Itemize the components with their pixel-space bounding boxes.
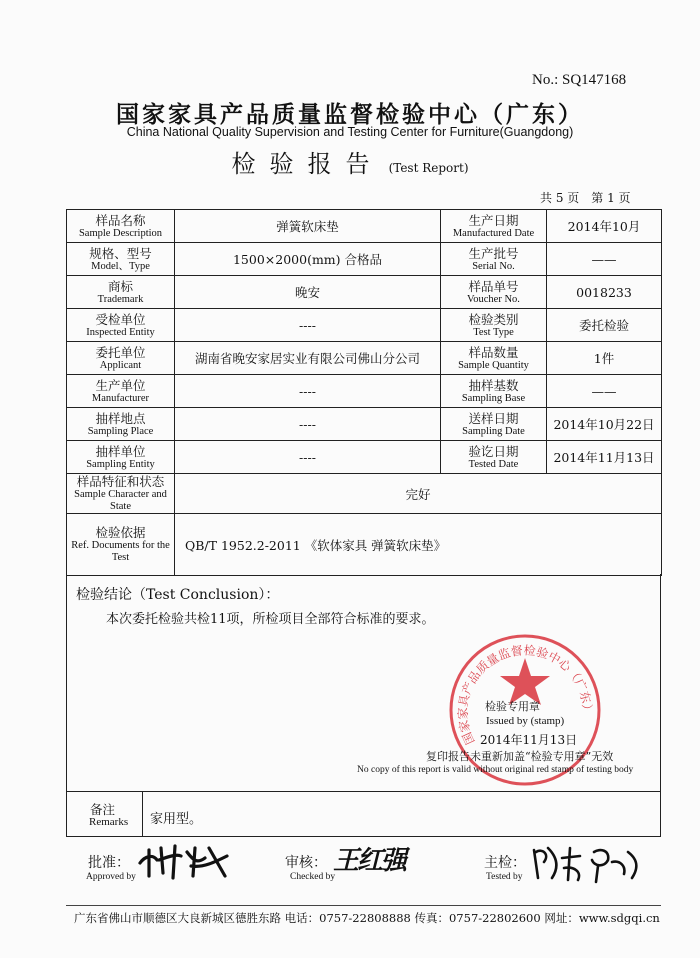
field-label	[67, 375, 175, 408]
field-value: 委托检验	[547, 309, 662, 342]
sample-state-label-en: Sample Character and State	[74, 489, 167, 512]
field-label-cn: 送样日期	[468, 410, 519, 426]
page-count: 共 5 页 第 1 页	[540, 191, 631, 205]
field-label	[441, 243, 547, 276]
field-value: 2014年11月13日	[547, 441, 662, 474]
field-label-en: Voucher No.	[467, 293, 520, 305]
field-value: ——	[547, 243, 662, 276]
report-title	[0, 144, 700, 179]
info-row	[67, 375, 662, 408]
stamp-issued: Issued by (stamp)	[486, 715, 565, 727]
field-label-cn: 抽样基数	[468, 377, 519, 393]
report-title-cn: 检验报告	[231, 150, 384, 178]
report-title-en: (Test Report)	[388, 161, 469, 175]
sample-state-value: 完好	[175, 474, 662, 514]
info-row	[67, 342, 662, 375]
field-label	[441, 408, 547, 441]
sample-state-label	[67, 474, 175, 514]
conclusion-text: 本次委托检验共检11项，所检项目全部符合标准的要求。	[106, 612, 435, 627]
field-label	[441, 210, 547, 243]
field-value: 1件	[547, 342, 662, 375]
field-label	[441, 342, 547, 375]
remarks-value: 家用型。	[150, 812, 203, 827]
field-value: 晚安	[175, 276, 441, 309]
field-label-cn: 样品名称	[95, 212, 146, 228]
info-rows	[67, 210, 662, 474]
footer-address: 广东省佛山市顺德区大良新城区德胜东路 电话：0757-22808888 传真：0757-22802600 网址：www.sdgqi.cn	[74, 911, 660, 925]
tested-label-en: Tested by	[486, 872, 523, 882]
field-label-en: Sampling Date	[462, 425, 525, 437]
field-label-cn: 规格、型号	[89, 245, 152, 261]
field-label-en: Model、Type	[91, 260, 150, 272]
field-label	[441, 276, 547, 309]
field-label-cn: 生产批号	[468, 245, 519, 261]
field-label	[67, 441, 175, 474]
copy-notice-cn: 复印报告未重新加盖“检验专用章”无效	[426, 750, 614, 763]
footer-divider	[66, 905, 661, 906]
remarks-label-cn: 备注	[90, 802, 116, 817]
checked-label-cn: 审核：	[285, 855, 327, 871]
field-label	[67, 276, 175, 309]
field-value: ——	[547, 375, 662, 408]
checked-signature: 王红强	[333, 846, 406, 876]
info-row	[67, 309, 662, 342]
field-label-en: Manufacturer	[91, 392, 150, 404]
field-value: 0018233	[547, 276, 662, 309]
field-label-cn: 样品数量	[468, 344, 519, 360]
info-row	[67, 276, 662, 309]
org-name-en: China National Quality Supervision and Testing Center for Furniture(Guangdong)	[126, 125, 574, 139]
field-label-cn: 抽样单位	[95, 443, 146, 459]
field-label-cn: 生产日期	[468, 212, 519, 228]
field-label-cn: 抽样地点	[95, 410, 146, 426]
field-label-en: Sampling Place	[87, 425, 154, 437]
field-value: 2014年10月22日	[547, 408, 662, 441]
field-value: 2014年10月	[547, 210, 662, 243]
seal-ring-text: 国家家具产品质量监督检验中心（广东）	[455, 643, 595, 747]
remarks-label-en: Remarks	[89, 816, 129, 828]
field-label	[441, 441, 547, 474]
field-label-en: Trademark	[97, 293, 144, 305]
field-label-en: Sampling Entity	[86, 458, 155, 470]
field-label-en: Tested Date	[468, 458, 519, 470]
field-label-cn: 检验类别	[468, 311, 519, 327]
remarks-divider	[142, 792, 143, 836]
field-label-en: Applicant	[99, 359, 142, 371]
field-label	[67, 309, 175, 342]
ref-docs-value: QB/T 1952.2-2011 《软体家具 弹簧软床垫》	[175, 514, 662, 576]
field-label-en: Sample Description	[78, 227, 163, 239]
field-label-cn: 样品单号	[468, 278, 519, 294]
info-table	[66, 209, 662, 576]
report-number: No.: SQ147168	[532, 72, 627, 88]
field-value: ----	[175, 375, 441, 408]
checked-label-en: Checked by	[290, 872, 336, 882]
field-label-en: Sampling Base	[461, 392, 526, 404]
copy-notice-en: No copy of this report is valid without original red stamp of testing body	[357, 765, 634, 775]
field-label	[67, 243, 175, 276]
field-label	[67, 210, 175, 243]
ref-docs-label-en: Ref. Documents for the Test	[71, 540, 170, 563]
conclusion-title: 检验结论（Test Conclusion）：	[76, 587, 280, 603]
field-value: ----	[175, 408, 441, 441]
ref-docs-row	[67, 514, 662, 576]
stamp-date: 2014年11月13日	[480, 733, 578, 747]
field-label	[67, 408, 175, 441]
approved-label-en: Approved by	[86, 872, 136, 882]
field-label	[67, 342, 175, 375]
field-value: 1500×2000(mm) 合格品	[175, 243, 441, 276]
tested-signature	[528, 838, 648, 886]
field-value: ----	[175, 309, 441, 342]
ref-docs-label-cn: 检验依据	[95, 525, 146, 540]
field-value: 湖南省晚安家居实业有限公司佛山分公司	[175, 342, 441, 375]
field-label	[441, 309, 547, 342]
approved-signature	[135, 838, 240, 883]
field-value: ----	[175, 441, 441, 474]
sample-state-label-cn: 样品特征和状态	[76, 474, 165, 489]
field-label-cn: 生产单位	[95, 377, 146, 393]
tested-label-cn: 主检：	[484, 855, 526, 871]
approved-label-cn: 批准：	[88, 855, 130, 871]
org-name-cn: 国家家具产品质量监督检验中心（广东）	[116, 101, 584, 128]
info-row	[67, 408, 662, 441]
field-label-en: Test Type	[473, 326, 514, 338]
field-label-en: Sample Quantity	[458, 359, 529, 371]
field-label-cn: 验讫日期	[468, 443, 519, 459]
stamp-label: 检验专用章	[485, 700, 540, 713]
field-label-en: Manufactured Date	[452, 227, 535, 239]
field-label-en: Serial No.	[472, 260, 515, 272]
ref-docs-label	[67, 514, 175, 576]
field-value: 弹簧软床垫	[175, 210, 441, 243]
field-label-cn: 商标	[107, 278, 133, 294]
info-row	[67, 210, 662, 243]
field-label-cn: 受检单位	[95, 311, 146, 327]
field-label	[441, 375, 547, 408]
info-row	[67, 243, 662, 276]
sample-state-row	[67, 474, 662, 514]
field-label-en: Inspected Entity	[86, 326, 155, 338]
field-label-cn: 委托单位	[95, 344, 146, 360]
info-row	[67, 441, 662, 474]
